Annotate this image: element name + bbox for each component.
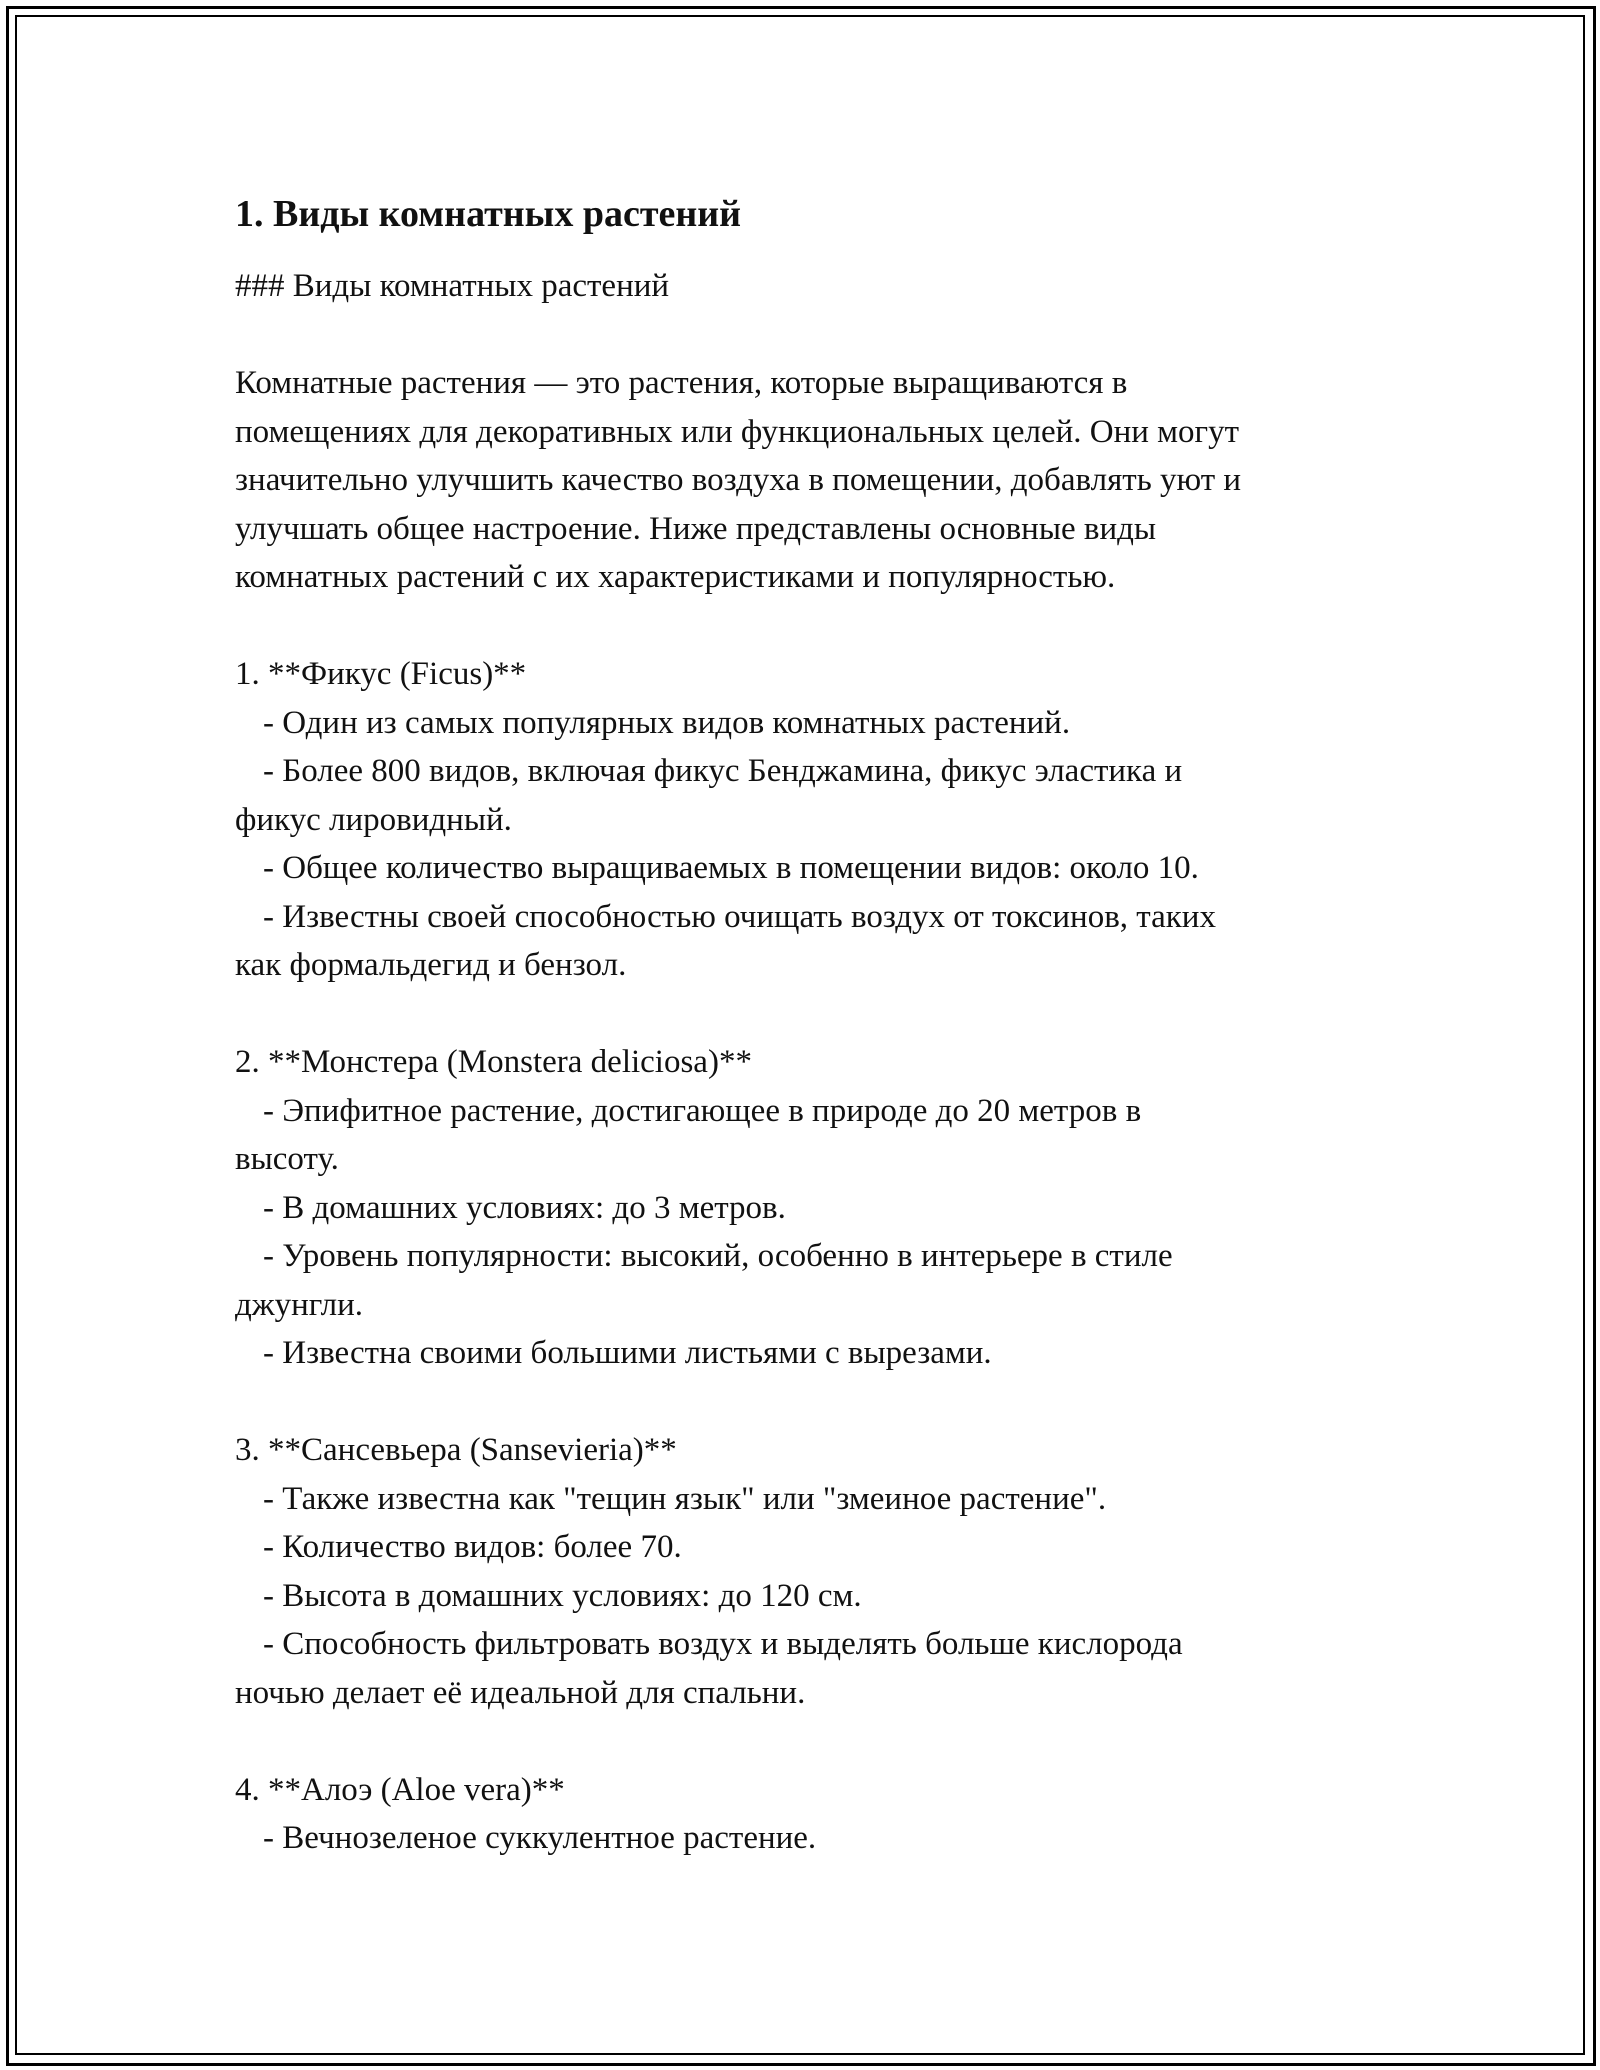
bullet-item: - В домашних условиях: до 3 метров. [263, 1189, 786, 1226]
bullet-item: - Способность фильтровать воздух и выделять больше кислорода [263, 1626, 1183, 1662]
bullet-item: - Эпифитное растение, достигающее в природе до 20 метров в [263, 1092, 1142, 1129]
section-heading: 1. **Фикус (Ficus)** [235, 656, 527, 692]
section-heading: 2. **Монстера (Monstera deliciosa)** [235, 1044, 752, 1080]
bullet-continuation: ночью делает её идеальной для спальни. [235, 1674, 806, 1711]
plant-section [235, 1766, 1395, 1863]
bullet-item: - Высота в домашних условиях: до 120 см. [263, 1577, 862, 1614]
subheading: ### Виды комнатных растений [235, 268, 670, 304]
bullet-continuation: высоту. [235, 1141, 339, 1177]
intro-line: улучшать общее настроение. Ниже представлены основные виды [235, 510, 1157, 547]
bullet-item: - Известна своими большими листьями с вырезами. [263, 1335, 992, 1371]
bullet-item: - Более 800 видов, включая фикус Бенджамина, фикус эластика и [263, 753, 1183, 789]
plant-section [235, 650, 1395, 990]
plant-sections [235, 602, 1395, 1863]
bullet-continuation: фикус лировидный. [235, 801, 512, 838]
bullet-item: - Вечнозеленое суккулентное растение. [263, 1820, 817, 1856]
bullet-continuation: джунгли. [235, 1286, 363, 1323]
bullet-item: - Количество видов: более 70. [263, 1529, 682, 1565]
bullet-item: - Также известна как "тещин язык" или "змеиное растение". [263, 1480, 1107, 1517]
document-body [235, 186, 1395, 1863]
bullet-item: - Общее количество выращиваемых в помещении видов: около 10. [263, 850, 1199, 886]
bullet-continuation: как формальдегид и бензол. [235, 947, 627, 983]
plant-section [235, 1426, 1395, 1717]
blank-line [235, 602, 1395, 651]
blank-line [235, 1378, 1395, 1427]
section-heading: 3. **Сансевьера (Sansevieria)** [235, 1432, 677, 1468]
intro-line: Комнатные растения — это растения, которые выращиваются в [235, 365, 1128, 401]
blank-line [235, 990, 1395, 1039]
section-heading: 4. **Алоэ (Aloe vera)** [235, 1771, 565, 1808]
blank-line [235, 1717, 1395, 1766]
blank-line [235, 311, 1395, 360]
bullet-item: - Один из самых популярных видов комнатных растений. [263, 704, 1071, 741]
intro-line: комнатных растений с их характеристиками и популярностью. [235, 559, 1116, 595]
document-title: 1. Виды комнатных растений [235, 193, 742, 235]
intro-line: помещениях для декоративных или функциональных целей. Они могут [235, 413, 1240, 450]
plant-section [235, 1038, 1395, 1378]
bullet-item: - Известны своей способностью очищать воздух от токсинов, таких [263, 898, 1216, 935]
intro-paragraph [235, 359, 1395, 602]
bullet-item: - Уровень популярности: высокий, особенно в интерьере в стиле [263, 1238, 1173, 1274]
intro-line: значительно улучшить качество воздуха в помещении, добавлять уют и [235, 462, 1242, 498]
